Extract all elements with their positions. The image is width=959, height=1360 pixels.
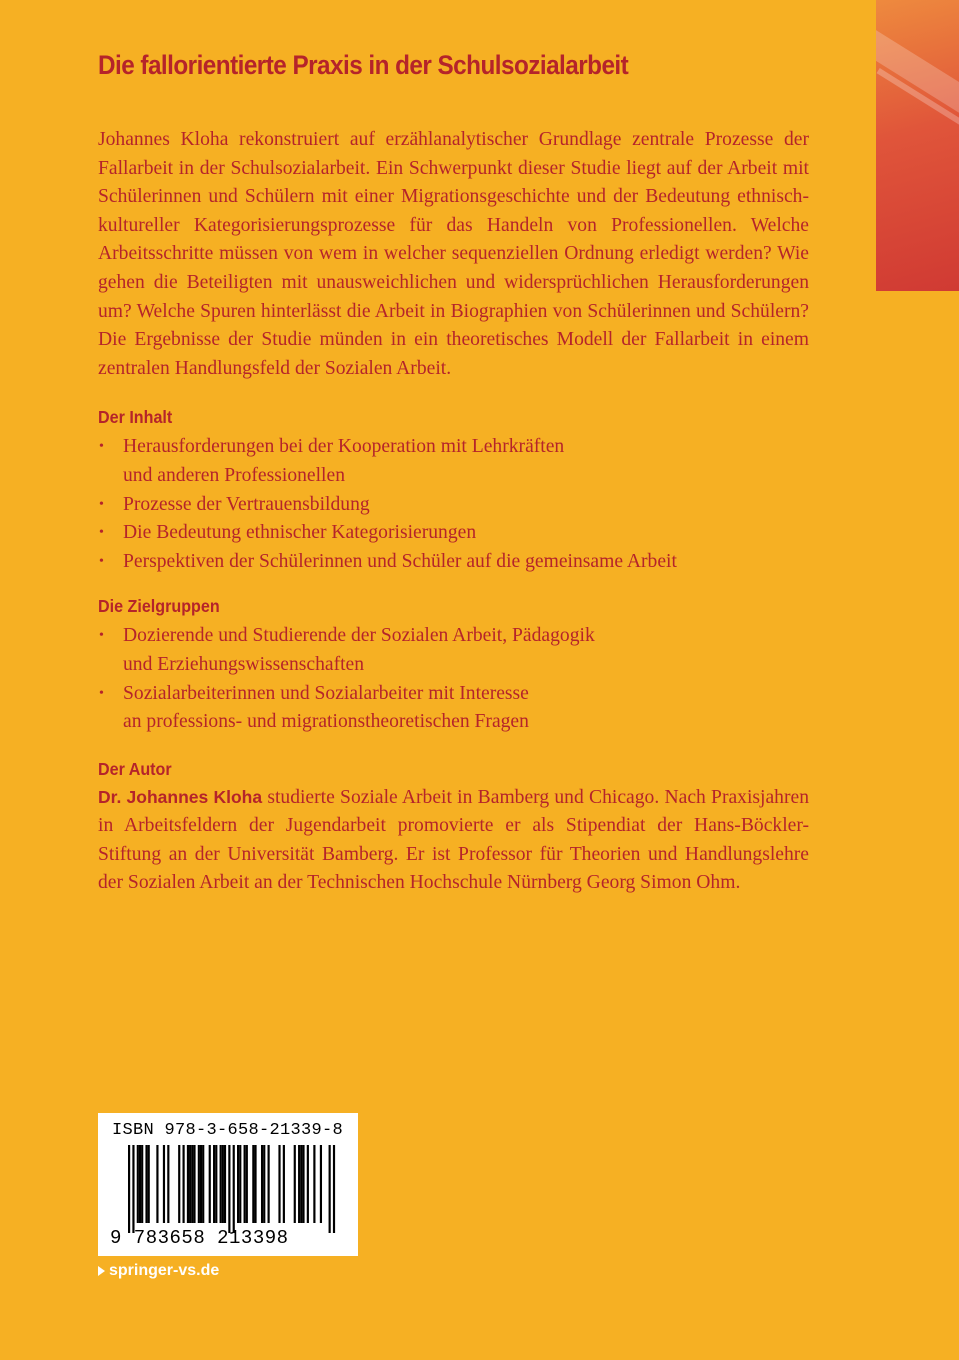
author-name: Dr. Johannes Kloha: [98, 786, 263, 807]
barcode-bar: [333, 1145, 335, 1233]
barcode-bar: [228, 1145, 230, 1233]
barcode-bar: [283, 1145, 285, 1223]
list-item: • Perspektiven der Schülerinnen und Schüler auf die gemeinsame Arbeit: [98, 548, 809, 577]
section-heading-zielgruppen: Die Zielgruppen: [98, 596, 220, 617]
barcode-bar: [191, 1145, 193, 1223]
back-cover-content: [98, 40, 809, 898]
barcode-bar: [252, 1145, 254, 1223]
barcode-bar: [307, 1145, 309, 1223]
barcode-bar: [128, 1145, 130, 1233]
author-bio: studierte Soziale Arbeit in Bamberg und Chicago. Nach Praxisjahren in Arbeitsfeldern der Jugendarbeit promovierte er als Stipendiat der Hans-Böckler-Stiftung an der Universität Bamberg. Er ist Professor für Theorien und Handlungslehre der Sozialen Arbeit an der Technischen Hochschule Nürnberg Georg Simon Ohm.: [98, 786, 809, 894]
barcode-bar: [268, 1145, 270, 1223]
barcode-bar: [145, 1145, 147, 1223]
barcode-bar: [137, 1145, 139, 1223]
corner-accent: [876, 0, 959, 291]
barcode-bar: [156, 1145, 158, 1223]
barcode-bar: [189, 1145, 191, 1223]
barcode-bar: [320, 1145, 322, 1223]
barcode-digits: 9 783658 213398: [110, 1227, 289, 1249]
barcode-bar: [178, 1145, 180, 1223]
publisher-link-text: springer-vs.de: [109, 1262, 220, 1279]
barcode-bar: [246, 1145, 248, 1223]
list-item: • Die Bedeutung ethnischer Kategorisierungen: [98, 519, 809, 548]
barcode-bar: [237, 1145, 239, 1223]
barcode-bar: [300, 1145, 302, 1223]
barcode-bar: [278, 1145, 280, 1223]
barcode-bar: [215, 1145, 217, 1223]
list-item: • Sozialarbeiterinnen und Sozialarbeiter mit Interesse an professions- und migrationstheoretischen Fragen: [98, 680, 809, 737]
barcode-bar: [329, 1145, 331, 1233]
barcode-bar: [220, 1145, 222, 1223]
intro-paragraph: Johannes Kloha rekonstruiert auf erzählanalytischer Grundlage zentrale Prozesse der Fallarbeit in der Schulsozialarbeit. Ein Schwerpunkt dieser Studie liegt auf der Arbeit mit Schülerinnen und Schülern mit einer Migrationsgeschichte und der Bedeutung ethnisch-kultureller Kategorisierungsprozesse für das Handeln von Professionellen. Welche Arbeitsschritte müssen von wem in welcher sequenziellen Ordnung erledigt werden? Wie gehen die Beteiligten mit unausweichlichen und widersprüchlichen Herausforderungen um? Welche Spuren hinterlässt die Arbeit in Biographien von Schülerinnen und Schülern? Die Ergebnisse der Studie münden in ein theoretisches Modell der Fallarbeit in einem zentralen Handlungsfeld der Sozialen Arbeit.: [98, 129, 809, 379]
barcode-bar: [233, 1145, 235, 1233]
list-item: • Prozesse der Vertrauensbildung: [98, 491, 809, 520]
barcode-bar: [302, 1145, 304, 1223]
isbn-barcode: [98, 1113, 358, 1256]
barcode-bar: [202, 1145, 204, 1223]
barcode-bar: [183, 1145, 185, 1223]
barcode-bar: [200, 1145, 202, 1223]
barcode-bar: [163, 1145, 165, 1223]
list-item: • Herausforderungen bei der Kooperation mit Lehrkräften und anderen Professionellen: [98, 433, 809, 490]
corner-streak: [876, 30, 959, 137]
zielgruppen-list: [98, 622, 809, 736]
barcode-bar: [209, 1145, 211, 1223]
barcode-bar: [148, 1145, 150, 1223]
inhalt-list: [98, 433, 809, 576]
barcode-bar: [244, 1145, 246, 1223]
author-paragraph: [98, 783, 809, 898]
barcode-bar: [222, 1145, 224, 1223]
barcode-bar: [224, 1145, 226, 1223]
barcode-bar: [298, 1145, 300, 1223]
barcode-bar: [313, 1145, 315, 1223]
section-heading-autor: Der Autor: [98, 758, 172, 779]
barcode-bar: [193, 1145, 195, 1223]
barcode-bar: [263, 1145, 265, 1223]
barcode-bar: [254, 1145, 256, 1223]
barcode-bar: [141, 1145, 143, 1223]
book-title: Die fallorientierte Praxis in der Schulsozialarbeit: [98, 50, 629, 80]
barcode-bar: [187, 1145, 189, 1223]
barcode-bar: [239, 1145, 241, 1223]
barcode-bar: [213, 1145, 215, 1223]
arrow-right-icon: [98, 1266, 105, 1276]
barcode-bar: [132, 1145, 134, 1233]
barcode-bar: [198, 1145, 200, 1223]
publisher-link[interactable]: [98, 1262, 219, 1280]
section-heading-inhalt: Der Inhalt: [98, 407, 173, 428]
barcode-bar: [139, 1145, 141, 1223]
barcode-bar: [294, 1145, 296, 1223]
barcode-bar: [167, 1145, 169, 1223]
list-item: • Dozierende und Studierende der Sozialen Arbeit, Pädagogik und Erziehungswissenschaften: [98, 622, 809, 679]
barcode-bar: [261, 1145, 263, 1223]
isbn-label: ISBN 978-3-658-21339-8: [112, 1121, 344, 1140]
